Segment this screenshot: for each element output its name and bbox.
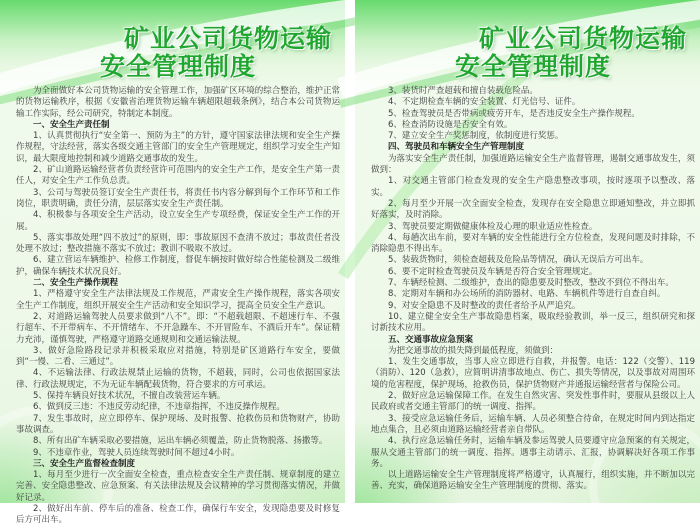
page-right [355, 0, 700, 503]
text-paragraph: 1、对交通主管部门检查发现的安全生产隐患整改事项，按时逐项予以整改、落实。 [371, 176, 695, 198]
text-paragraph: 2、每月至少开展一次全面安全检查，发现存在安全隐患立即通知整改，并立即抓好落实，及时消除。 [371, 198, 695, 221]
text-paragraph: 1、严格遵守安全生产法律法规及工作规范，严肃安全生产操作规程，落实各项安全生产工作制度，组织开展安全生产活动和安全知识学习，提高全员安全生产意识。 [16, 289, 340, 311]
text-paragraph: 8、定期对车辆和办公场所的消防器材、电路、车辆机件等进行自查自纠。 [388, 289, 666, 300]
text-paragraph: 1、认真贯彻执行“安全第一、预防为主”的方针，遵守国家法律法规和安全生产操作规程，守法经营，落实各级交通主管部门的安全生产管理规定，组织学习安全生产知识，最大限度地控制和减少道路交通事故的发生。 [16, 131, 340, 164]
text-paragraph: 为全面做好本公司货物运输的安全管理工作，加强矿区环境的综合整治，维护正常的货物运输秩序，根据《安徽省治理货物运输车辆超限超载条例》，结合本公司货物运输工作实际，经公司研究，特制定本制度。 [16, 86, 340, 119]
section-heading: 二、安全生产操作规程 [33, 278, 119, 289]
text-paragraph: 4、不定期检查车辆的安全装置、灯光信号、证件。 [388, 97, 581, 108]
section-heading: 四、驾驶员和车辆安全生产管理制度 [388, 142, 525, 153]
text-paragraph: 8、所有出矿车辆采取必要措施，运出车辆必须覆盖，防止货物脱落、扬撒等。 [33, 436, 328, 447]
text-paragraph: 2、矿山道路运输经营者负责经营许可范围内的安全生产工作，是安全生产第一责任人，对安全生产工作负总责。 [16, 165, 340, 187]
text-paragraph: 5、装载货物时，须检查超载及危险品等情况，确认无误后方可出车。 [388, 255, 649, 266]
text-paragraph: 7、发生事故时，应立即停车、保护现场、及时报警、抢救伤员和货物财产，协助事故调查。 [16, 413, 340, 435]
text-paragraph: 3、做好急险路段记录并积极采取应对措施，特别是矿区道路行车安全，要做到“一慢、二看、三通过”。 [16, 345, 340, 368]
text-paragraph: 5、落实事故处理“四不放过”的原则，即：事故原因不查清不放过；事故责任者没处理不放过；整改措施不落实不放过；教训不吸取不放过。 [16, 232, 340, 255]
text-paragraph: 9、对安全隐患不及时整改的责任者给予从严追究。 [388, 300, 581, 311]
text-paragraph: 1、发生交通事故，当事人应立即进行自救，并报警。电话：122（交警）、119（消防）、120（急救），应简明讲清事故地点、伤亡、损失等情况，以及事故对周围环境的危害程度，保护现场，抢救伤员，保护货物财产并通报运输经营者与保险公司。 [371, 357, 695, 390]
page-title-line1: 矿业公司货物运输 [123, 24, 332, 53]
text-paragraph: 4、积极参与各项安全生产活动，设立安全生产专项经费，保证安全生产工作的开展。 [16, 210, 340, 232]
text-paragraph: 6、做到反三违：不违反劳动纪律，不违章指挥，不违反操作规程。 [33, 402, 285, 413]
section-heading: 一、安全生产责任制 [33, 119, 110, 130]
text-paragraph: 2、对道路运输驾驶人员要求做到“八不”。即：“不超载超限、不超速行车、不强行超车、不开带病车、不开情绪车、不开急躁车、不开冒险车、不酒后开车”。保证精力充沛，谨慎驾驶，严格遵守道路交通规则和交通运输法规。 [16, 311, 340, 345]
text-paragraph: 为落实安全生产责任制，加强道路运输安全生产监督管理，遏制交通事故发生，须做到： [371, 153, 695, 176]
text-paragraph: 5、检查驾驶员是否带病或疲劳开车，是否违反安全生产操作规程。 [388, 108, 640, 119]
section-heading: 三、安全生产监督检查制度 [33, 458, 136, 469]
text-paragraph: 4、不运输法律、行政法规禁止运输的货物，不超载，同时，公司也依据国家法律、行政法规规定，不为无证车辆配载货物，符合要求的方可承运。 [16, 368, 340, 390]
text-paragraph: 9、不违章作业，驾驶人员连续驾驶时间不超过4小时。 [33, 447, 240, 458]
text-paragraph: 3、驾驶员要定期做健康体检及心理的职业适应性检查。 [388, 221, 598, 232]
text-paragraph: 以上道路运输安全生产管理制度将严格遵守，认真履行，组织实施，并不断加以完善、充实，确保道路运输安全生产管理制度的贯彻、落实。 [371, 470, 695, 492]
page-title [0, 0, 345, 80]
text-paragraph: 6、建立营运车辆维护、检修工作制度，督促车辆按时做好综合性能检测及二级维护，确保车辆技术状况良好。 [16, 255, 340, 277]
text-paragraph: 6、要不定时检查驾驶员及车辆是否符合安全管理规定。 [388, 266, 598, 277]
text-paragraph: 4、每趟次出车前，要对车辆的安全性能进行全方位检查，发现问题及时排除，不消除隐患不得出车。 [371, 232, 695, 255]
page-title-line2: 安全管理制度 [455, 52, 612, 81]
page-left [0, 0, 345, 526]
text-paragraph: 1、每月至少进行一次全面安全检查，重点检查安全生产责任制、规章制度的建立完善、安全隐患整改、应急预案、有关法律法规及会议精神的学习贯彻落实情况，并做好记录。 [16, 470, 340, 503]
text-paragraph: 7、车辆经检测、二级维护，查出的隐患要及时整改，整改不到位不得出车。 [388, 278, 674, 289]
text-paragraph: 6、检查消防设施是否安全有效。 [388, 119, 513, 130]
text-paragraph: 2、做好出车前、停车后的准备、检查工作，确保行车安全，发现隐患要及时修复后方可出车。 [16, 503, 340, 526]
text-paragraph: 2、做好应急运输保障工作。在发生自然灾害、突发性事件时，要服从县级以上人民政府或者交通主管部门的统一调度、指挥。 [371, 391, 695, 413]
page-right-content [355, 86, 700, 503]
page-divider [345, 0, 355, 503]
text-paragraph: 7、建立安全生产奖惩制度，依制度进行奖惩。 [388, 131, 564, 142]
text-paragraph: 3、接受应急运输任务后，运输车辆、人员必须整合待命，在规定时间内到达指定地点集合，且必须由道路运输经营者亲自带队。 [371, 413, 695, 435]
page-left-content [0, 86, 345, 526]
text-paragraph: 4、执行应急运输任务时，运输车辆及参运驾驶人员要遵守应急预案的有关规定，服从交通主管部门的统一调度、指挥。遇事主动请示、汇报，协调解决好各项工作事务。 [371, 436, 695, 469]
text-paragraph: 3、公司与驾驶员签订安全生产责任书，将责任书内容分解到每个工作环节和工作岗位，职责明确，责任分清，层层落实安全生产责任制。 [16, 187, 340, 209]
text-paragraph: 3、装货时严查超载和擅自装载危险品。 [388, 86, 538, 96]
section-heading: 五、交通事故应急预案 [388, 334, 474, 345]
text-paragraph: 5、保持车辆良好技术状况，不擅自改装营运车辆。 [33, 391, 226, 402]
page-title [355, 0, 700, 80]
page-title-line1: 矿业公司货物运输 [478, 24, 687, 53]
page-title-line2: 安全管理制度 [100, 52, 257, 81]
text-paragraph: 10、建立健全安全生产事故隐患档案，吸取经验教训，举一反三，组织研究和探讨新技术应用。 [371, 311, 695, 334]
text-paragraph: 为把交通事故的损失降到最低程度，须做到： [388, 345, 559, 356]
